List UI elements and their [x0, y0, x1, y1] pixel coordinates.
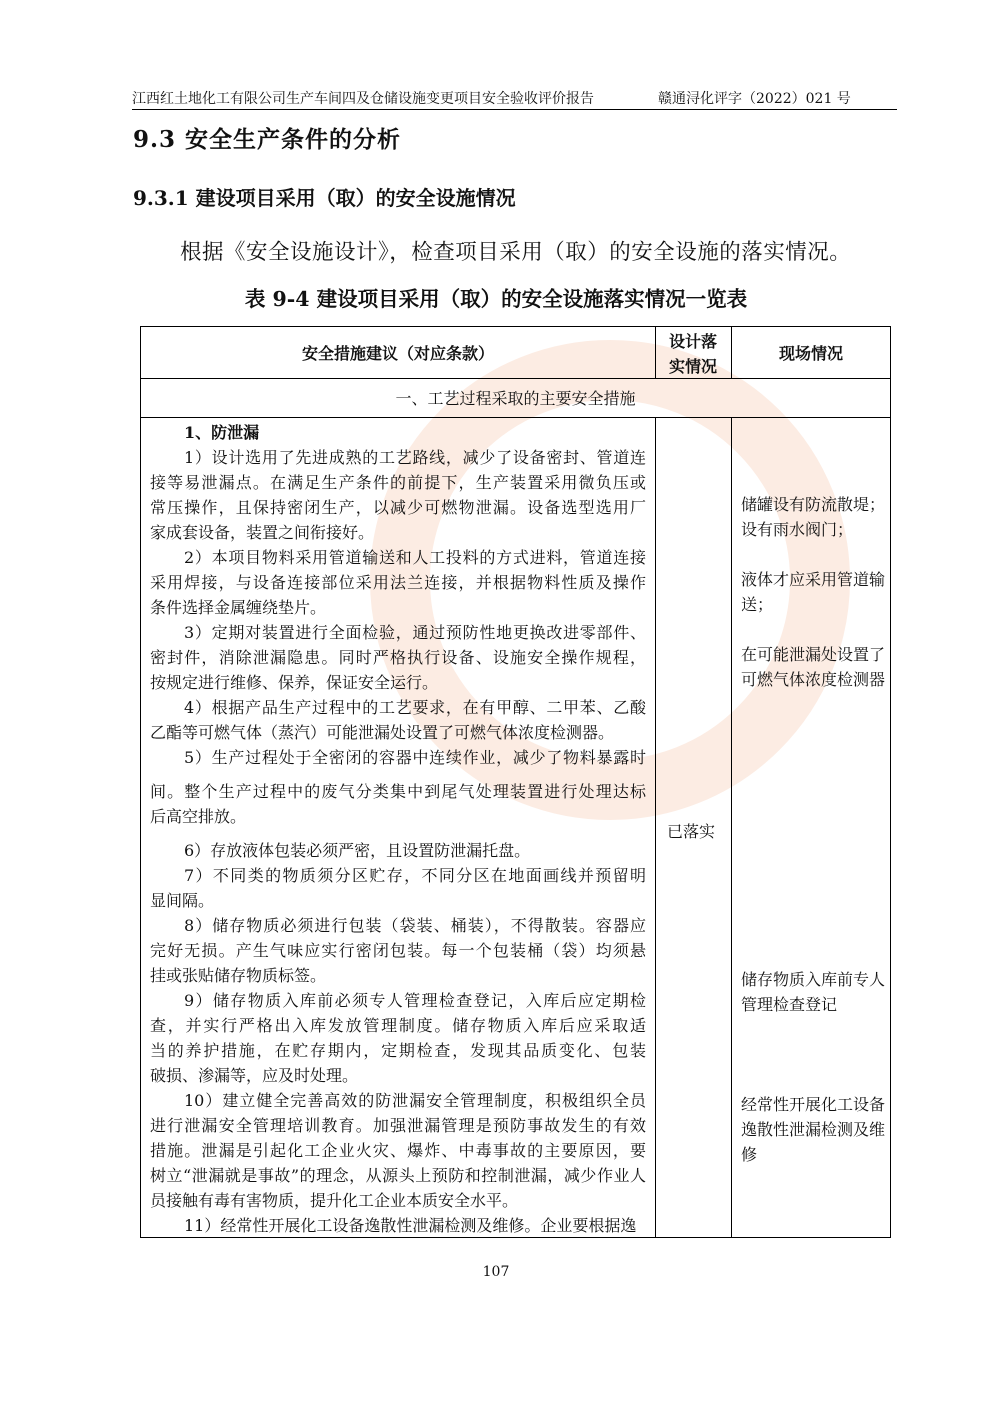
- measure-line: 11）经常性开展化工设备逸散性泄漏检测及维修。企业要根据逸: [184, 1216, 637, 1235]
- measure-line: 破损、渗漏等，应及时处理。: [150, 1066, 359, 1085]
- measure-line: 挂或张贴储存物质标签。: [150, 966, 327, 985]
- column-divider: [731, 418, 732, 1237]
- measure-line: 常压操作，且保持密闭生产，以减少可燃物泄漏。设备选型选用厂: [150, 498, 646, 517]
- header-line: 实情况: [668, 357, 717, 376]
- measure-line: 完好无损。产生气味应实行密闭包装。每一个包装桶（袋）均须悬: [150, 941, 646, 960]
- measure-line: 员接触有毒有害物质，提升化工企业本质安全水平。: [150, 1191, 519, 1210]
- site-condition: 液体才应采用管道输送；: [741, 570, 886, 614]
- measure-line: 10）建立健全完善高效的防泄漏安全管理制度，积极组织全员: [184, 1091, 646, 1110]
- measures-cell: [150, 420, 646, 1238]
- column-header-measures: 安全措施建议（对应条款）: [301, 344, 494, 363]
- site-condition: 储罐设有防流散堤；设有雨水阀门；: [741, 495, 886, 539]
- measure-line: 进行泄漏安全管理培训教育。加强泄漏管理是预防事故发生的有效: [150, 1116, 646, 1135]
- section-row: 一、工艺过程采取的主要安全措施: [395, 389, 636, 408]
- measure-line: 显间隔。: [150, 891, 215, 910]
- site-condition: 经常性开展化工设备逸散性泄漏检测及维修: [741, 1095, 886, 1164]
- site-condition: 储存物质入库前专人管理检查登记: [741, 970, 886, 1014]
- measure-line: 密封件，消除泄漏隐患。同时严格执行设备、设施安全操作规程，: [150, 648, 646, 667]
- measure-line: 3）定期对装置进行全面检验，通过预防性地更换改进零部件、: [184, 623, 646, 642]
- document-number: 赣通浔化评字（2022）021 号: [658, 91, 851, 107]
- category-heading: 1、防泄漏: [184, 423, 260, 442]
- safety-measures-table: [140, 326, 891, 1238]
- measure-line: 后高空排放。: [150, 807, 247, 826]
- measure-line: 采用焊接，与设备连接部位采用法兰连接，并根据物料性质及操作: [150, 573, 646, 592]
- measure-line: 措施。泄漏是引起化工企业火灾、爆炸、中毒事故的主要原因，要: [150, 1141, 646, 1160]
- section-title: 9.3 安全生产条件的分析: [133, 126, 402, 153]
- table-caption: 表 9-4 建设项目采用（取）的安全设施落实情况一览表: [244, 287, 748, 311]
- measure-line: 2）本项目物料采用管道输送和人工投料的方式进料，管道连接: [184, 548, 646, 567]
- measure-line: 6）存放液体包装必须严密，且设置防泄漏托盘。: [184, 841, 531, 860]
- measure-line: 5）生产过程处于全密闭的容器中连续作业，减少了物料暴露时: [184, 748, 646, 767]
- measure-line: 按规定进行维修、保养，保证安全运行。: [150, 673, 439, 692]
- running-header: [132, 88, 897, 110]
- column-header-site: 现场情况: [778, 344, 843, 363]
- measure-line: 8）储存物质必须进行包装（袋装、桶装），不得散装。容器应: [184, 916, 646, 935]
- measure-line: 7）不同类的物质须分区贮存，不同分区在地面画线并预留明: [184, 866, 646, 885]
- measure-line: 树立“泄漏就是事故”的理念，从源头上预防和控制泄漏，减少作业人: [150, 1166, 646, 1185]
- measure-line: 查，并实行严格出入库发放管理制度。储存物质入库后应采取适: [150, 1016, 646, 1035]
- measure-line: 间。整个生产过程中的废气分类集中到尾气处理装置进行处理达标: [150, 782, 646, 801]
- measure-line: 9）储存物质入库前必须专人管理检查登记，入库后应定期检: [184, 991, 646, 1010]
- page-number: 107: [482, 1264, 510, 1280]
- column-divider: [655, 418, 656, 1237]
- column-header-implementation: [655, 329, 731, 379]
- report-title: 江西红土地化工有限公司生产车间四及仓储设施变更项目安全验收评价报告: [132, 91, 594, 107]
- implementation-status: 已落实: [667, 822, 716, 841]
- header-line: 设计落: [668, 332, 717, 351]
- measure-line: 当的养护措施，在贮存期内，定期检查，发现其品质变化、包装: [150, 1041, 646, 1060]
- measure-line: 乙酯等可燃气体（蒸汽）可能泄漏处设置了可燃气体浓度检测器。: [150, 723, 615, 742]
- intro-paragraph: 根据《安全设施设计》，检查项目采用（取）的安全设施的落实情况。: [180, 240, 852, 265]
- measure-line: 接等易泄漏点。在满足生产条件的前提下，生产装置采用微负压或: [150, 473, 646, 492]
- measure-line: 1）设计选用了先进成熟的工艺路线，减少了设备密封、管道连: [184, 448, 646, 467]
- measure-line: 条件选择金属缠绕垫片。: [150, 598, 327, 617]
- site-condition: 在可能泄漏处设置了可燃气体浓度检测器: [741, 645, 886, 689]
- measure-line: 家成套设备，装置之间衔接好。: [150, 523, 375, 542]
- subsection-title: 9.3.1 建设项目采用（取）的安全设施情况: [133, 186, 516, 210]
- measure-line: 4）根据产品生产过程中的工艺要求，在有甲醇、二甲苯、乙酸: [184, 698, 646, 717]
